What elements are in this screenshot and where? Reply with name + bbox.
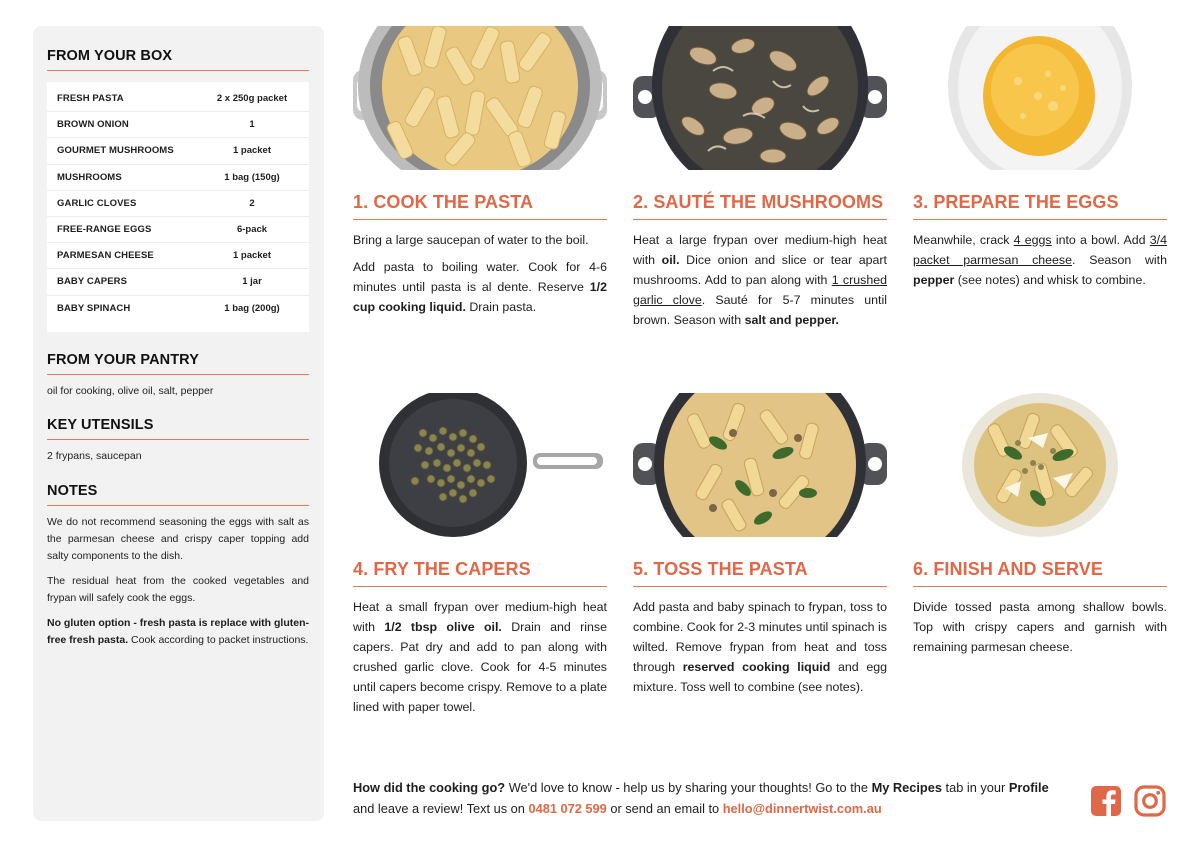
ingredient-name: PARMESAN CHEESE — [57, 250, 154, 262]
step-text: Add pasta to boiling water. Cook for 4-6 minutes until pasta is al dente. Reserve — [353, 259, 607, 294]
instagram-icon[interactable] — [1134, 785, 1166, 817]
table-row — [47, 112, 309, 138]
step-bold: oil. — [661, 252, 680, 267]
step-underlined: 4 eggs — [1013, 233, 1052, 247]
table-row — [47, 191, 309, 217]
step-title: 4. FRY THE CAPERS — [353, 559, 607, 587]
key-utensils-title: KEY UTENSILS — [47, 417, 309, 440]
step-body — [353, 598, 607, 718]
from-your-box-title: FROM YOUR BOX — [47, 48, 309, 71]
ingredient-name: BABY SPINACH — [57, 303, 131, 315]
footer-text: We'd love to know - help us by sharing your thoughts! Go to the — [505, 780, 872, 795]
sidebar — [33, 26, 324, 821]
phone-number[interactable]: 0481 072 599 — [528, 800, 607, 816]
step-text: . Season with — [1072, 252, 1167, 267]
facebook-icon[interactable] — [1090, 785, 1122, 817]
step-paragraph — [633, 231, 887, 331]
step-text: (see notes) and whisk to combine. — [954, 272, 1146, 287]
step-title: 3. PREPARE THE EGGS — [913, 192, 1167, 220]
step-3 — [913, 26, 1167, 298]
step-paragraph: Divide tossed pasta among shallow bowls. Top with crispy capers and garnish with remaining parmesan cheese. — [913, 600, 1167, 654]
step-3-photo — [913, 26, 1167, 170]
step-1-photo — [353, 26, 607, 170]
step-text: Add pasta and baby spinach to frypan, toss to combine. Cook for 2-3 minutes until spinach is wilted. Remove frypan from heat and toss through — [633, 600, 887, 674]
ingredient-qty: 1 bag (150g) — [224, 171, 280, 183]
note-paragraph: The residual heat from the cooked vegetables and frypan will safely cook the eggs. — [47, 574, 309, 604]
ingredient-qty: 1 packet — [232, 145, 272, 157]
step-6 — [913, 393, 1167, 665]
ingredient-qty: 2 x 250g packet — [216, 93, 288, 105]
footer-text: or send an email to — [606, 800, 723, 816]
email-link[interactable]: hello@dinnertwist.com.au — [722, 800, 882, 816]
ingredient-qty: 1 bag (200g) — [224, 303, 280, 315]
step-2-photo — [633, 26, 887, 170]
step-text: Drain and rinse capers. Pat dry and add to pan along with crushed garlic clove. Cook for 4-5 minutes until capers become crispy. Remove to a plate lined with paper towel. — [353, 619, 608, 714]
ingredient-name: GARLIC CLOVES — [57, 197, 137, 209]
table-row — [47, 165, 309, 191]
step-text: Meanwhile, crack — [913, 233, 1014, 247]
step-4 — [353, 393, 607, 725]
step-5-photo — [633, 393, 887, 537]
table-row — [47, 269, 309, 295]
table-row — [47, 296, 309, 322]
pantry-text: oil for cooking, olive oil, salt, pepper — [47, 384, 214, 397]
ingredient-qty: 2 — [249, 197, 255, 209]
step-title: 5. TOSS THE PASTA — [633, 559, 887, 587]
table-row — [47, 138, 309, 164]
step-4-photo — [353, 393, 607, 537]
ingredients-table — [47, 82, 309, 332]
step-underlined: 3/4 packet parmesan cheese — [913, 233, 1168, 267]
step-paragraph: Bring a large saucepan of water to the boil. — [353, 233, 589, 247]
note-text: Cook according to packet instructions. — [128, 633, 309, 646]
step-body — [353, 231, 607, 318]
step-body — [913, 231, 1167, 291]
step-paragraph — [353, 598, 607, 718]
step-6-photo — [913, 393, 1167, 537]
step-text: Heat a large frypan over medium-high heat with — [633, 233, 887, 267]
ingredient-qty: 1 jar — [242, 276, 262, 288]
table-row — [47, 243, 309, 269]
table-row — [47, 86, 309, 112]
feedback-footer — [353, 778, 1073, 819]
ingredient-name: BABY CAPERS — [57, 276, 128, 288]
step-paragraph — [353, 258, 607, 318]
step-text: Drain pasta. — [465, 299, 537, 314]
footer-text: tab in your — [941, 780, 1009, 795]
profile-link[interactable]: Profile — [1008, 780, 1049, 795]
step-body — [633, 231, 887, 331]
from-your-pantry-title: FROM YOUR PANTRY — [47, 352, 309, 375]
step-bold: salt and pepper. — [744, 312, 839, 327]
step-bold: 1/2 tbsp olive oil. — [384, 619, 502, 634]
ingredient-name: GOURMET MUSHROOMS — [57, 145, 174, 157]
step-paragraph — [633, 598, 887, 698]
step-text: . Sauté for 5-7 minutes until brown. Season with — [633, 292, 887, 327]
note-bold: No gluten option - fresh pasta is replace with gluten-free fresh pasta. — [47, 616, 309, 646]
utensils-text: 2 frypans, saucepan — [47, 450, 142, 463]
footer-question: How did the cooking go? — [353, 780, 506, 795]
step-title: 6. FINISH AND SERVE — [913, 559, 1167, 587]
step-body — [633, 598, 887, 698]
step-text: and egg mixture. Toss well to combine (see notes). — [633, 659, 888, 694]
step-body — [913, 598, 1167, 658]
step-underlined: 1 crushed garlic clove — [633, 272, 887, 307]
step-bold: pepper — [913, 272, 955, 287]
ingredient-name: BROWN ONION — [57, 119, 129, 131]
footer-text: and leave a review! Text us on — [353, 800, 529, 816]
my-recipes-link[interactable]: My Recipes — [871, 780, 942, 795]
step-5 — [633, 393, 887, 705]
step-text: Dice onion and slice or tear apart mushrooms. Add to pan along with — [633, 252, 887, 287]
step-text: into a bowl. Add — [1051, 233, 1150, 247]
step-title: 1. COOK THE PASTA — [353, 192, 607, 220]
ingredient-name: MUSHROOMS — [57, 171, 122, 183]
step-bold: reserved cooking liquid — [682, 659, 831, 674]
step-title: 2. SAUTÉ THE MUSHROOMS — [633, 192, 887, 220]
ingredient-name: FREE-RANGE EGGS — [57, 224, 152, 236]
notes-title: NOTES — [47, 483, 309, 506]
ingredient-qty: 1 — [249, 119, 255, 131]
step-text: Heat a small frypan over medium-high heat with — [353, 600, 607, 634]
table-row — [47, 217, 309, 243]
note-paragraph: We do not recommend seasoning the eggs with salt as the parmesan cheese and crispy caper topping add salty components to the dish. — [47, 515, 309, 562]
note-paragraph — [47, 615, 309, 649]
ingredient-qty: 6-pack — [236, 224, 268, 236]
step-paragraph — [913, 231, 1167, 291]
step-2 — [633, 26, 887, 338]
step-bold: 1/2 cup cooking liquid. — [353, 279, 607, 314]
step-1 — [353, 26, 607, 325]
ingredient-name: FRESH PASTA — [57, 93, 124, 105]
ingredient-qty: 1 packet — [232, 250, 272, 262]
